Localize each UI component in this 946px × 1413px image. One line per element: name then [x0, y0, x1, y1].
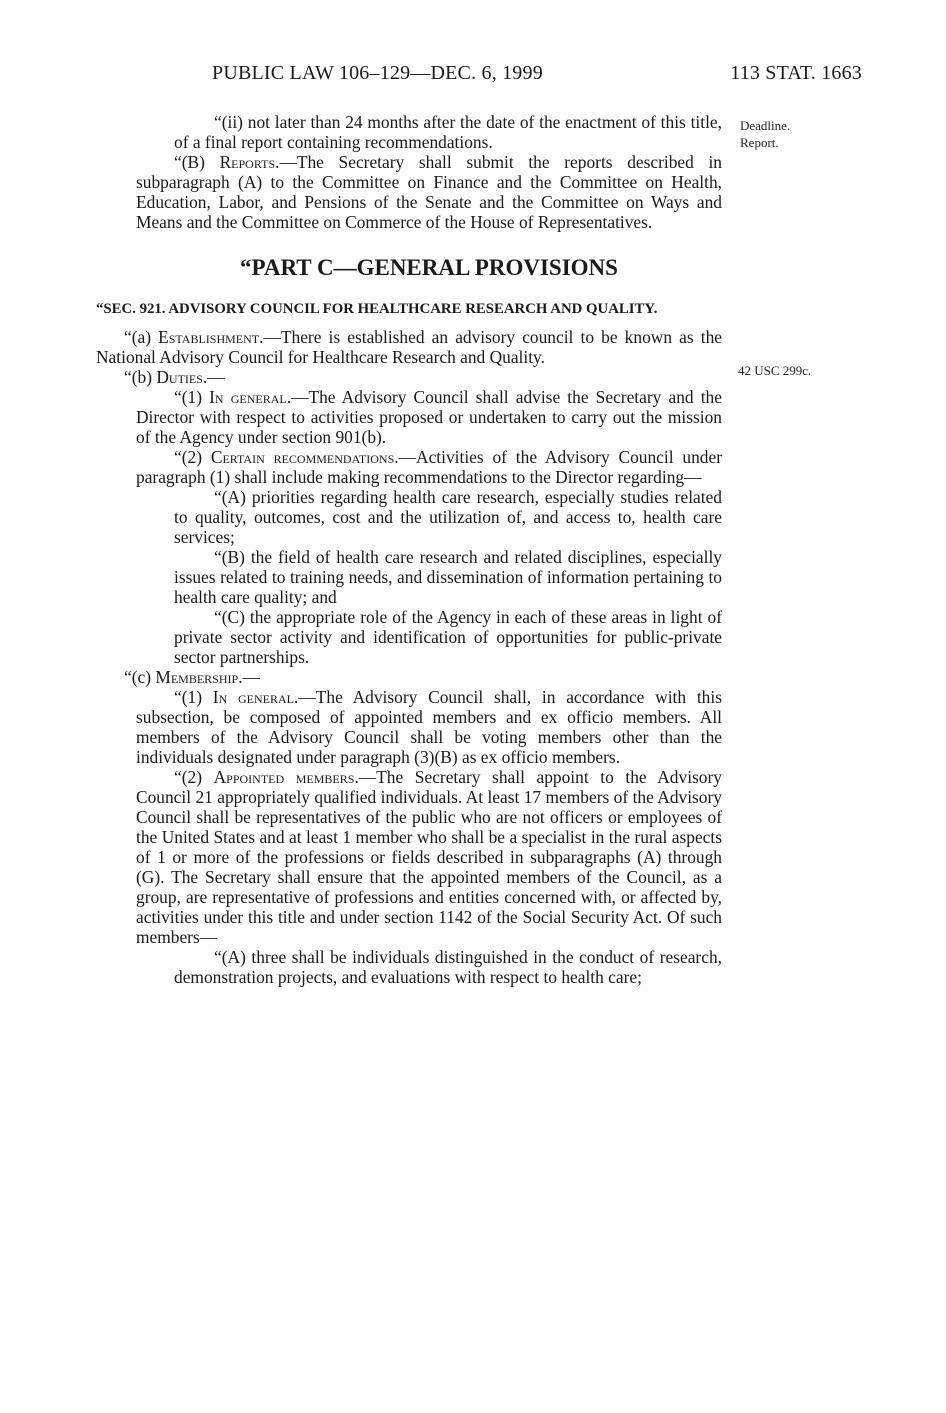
- paragraph-heading: Reports: [219, 152, 276, 172]
- paragraph-lead: “(1): [174, 687, 213, 707]
- paragraph-text: .—There is established an advisory council to be known as the National Advisory Council for Healthcare Research and Quality.: [96, 327, 722, 367]
- page-header: [212, 62, 862, 92]
- paragraph-lead: “(2): [174, 767, 214, 787]
- paragraph-lead: “(2): [174, 447, 211, 467]
- paragraph-heading: Membership: [155, 667, 239, 687]
- paragraph-text: .—The Advisory Council shall, in accordance with this subsection, be composed of appointed members and ex officio members. All members of the Advisory Council shall be voting members other than the individuals designated under paragraph (3)(B) as ex officio members.: [136, 687, 722, 767]
- paragraph-heading: Duties: [156, 367, 203, 387]
- paragraph-c1: [96, 687, 722, 767]
- paragraph-b2: [96, 447, 722, 487]
- paragraph-heading: Establishment: [158, 327, 260, 347]
- margin-note-deadline: Deadline.: [740, 118, 791, 133]
- paragraph-text: .—: [238, 667, 260, 687]
- subparagraph-b2-a: “(A) priorities regarding health care research, especially studies related to quality, outcomes, cost and the utilization of, and access to, health care services;: [174, 487, 722, 547]
- paragraph-lead: “(1): [174, 387, 210, 407]
- paragraph-heading: In general: [209, 387, 287, 407]
- subsection-a: [96, 327, 722, 367]
- page-citation: 113 STAT. 1663: [730, 62, 862, 84]
- margin-note-report: Report.: [740, 135, 779, 150]
- paragraph-b-reports: [96, 152, 722, 232]
- paragraph-text: .—The Secretary shall submit the reports described in subparagraph (A) to the Committee on Finance and the Committee on Health, Education, Labor, and Pensions of the Senate and the Committee on Ways and Means and the Committee on Commerce of the House of Representatives.: [136, 152, 723, 232]
- paragraph-c2: [96, 767, 722, 947]
- subsection-c: [96, 667, 722, 687]
- paragraph-ii: “(ii) not later than 24 months after the date of the enactment of this title, of a final report containing recommendations.: [174, 112, 722, 152]
- section-heading: “SEC. 921. ADVISORY COUNCIL FOR HEALTHCARE RESEARCH AND QUALITY.: [96, 301, 658, 317]
- paragraph-text: .—The Secretary shall appoint to the Advisory Council 21 appropriately qualified individuals. At least 17 members of the Advisory Council shall be representatives of the public who are not officers or employees of the United States and at least 1 member who shall be a specialist in the rural aspects of 1 or more of the professions or fields described in subparagraphs (A) through (G). The Secretary shall ensure that the appointed members of the Council, as a group, are representative of professions and entities concerned with, or affected by, activities under this title and under section 1142 of the Social Security Act. Of such members—: [136, 767, 722, 947]
- part-title: “PART C—GENERAL PROVISIONS: [240, 255, 618, 280]
- paragraph-b1: [96, 387, 722, 447]
- subsection-b: [96, 367, 722, 387]
- subparagraph-c2-a: “(A) three shall be individuals distinguished in the conduct of research, demonstration projects, and evaluations with respect to health care;: [174, 947, 722, 987]
- paragraph-text: .—Activities of the Advisory Council under paragraph (1) shall include making recommendations to the Director regarding—: [136, 447, 722, 487]
- paragraph-text: .—The Advisory Council shall advise the Secretary and the Director with respect to activities proposed or undertaken to carry out the mission of the Agency under section 901(b).: [136, 387, 722, 447]
- paragraph-heading: In general: [212, 687, 295, 707]
- subparagraph-b2-c: “(C) the appropriate role of the Agency in each of these areas in light of private sector activity and identification of opportunities for public-private sector partnerships.: [174, 607, 722, 667]
- paragraph-lead: “(B): [174, 152, 220, 172]
- paragraph-lead: “(c): [124, 667, 156, 687]
- paragraph-heading: Certain recommendations: [210, 447, 395, 467]
- margin-note-usc-citation: 42 USC 299c.: [738, 363, 812, 378]
- paragraph-text: .—: [202, 367, 225, 387]
- paragraph-lead: “(b): [124, 367, 157, 387]
- subparagraph-b2-b: “(B) the field of health care research and related disciplines, especially issues related to training needs, and dissemination of information pertaining to health care quality; and: [174, 547, 722, 607]
- document-body: [96, 112, 722, 987]
- running-head: PUBLIC LAW 106–129—DEC. 6, 1999: [212, 62, 543, 84]
- paragraph-lead: “(a): [124, 327, 159, 347]
- paragraph-heading: Appointed members: [213, 767, 355, 787]
